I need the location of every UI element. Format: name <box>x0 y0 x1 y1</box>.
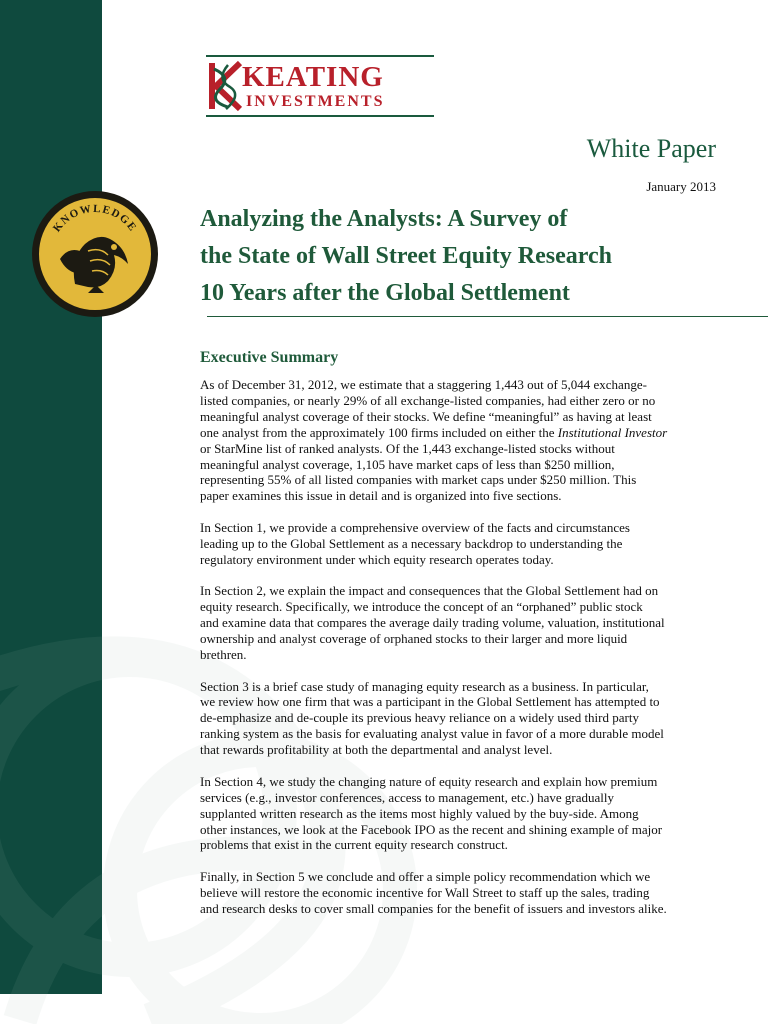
text-line: Finally, in Section 5 we conclude and offer a simple policy recommendation which we <box>200 869 651 884</box>
text-line: and research desks to cover small companies for the benefit of issuers and investors alike. <box>200 900 667 916</box>
text-line: In Section 4, we study the changing nature of equity research and explain how premium <box>200 773 658 789</box>
text-line: As of December 31, 2012, we estimate that a staggering 1,443 out of 5,044 exchange- <box>200 377 647 392</box>
paragraph <box>200 520 700 568</box>
text-line: representing 55% of all listed companies with market caps under $250 million. This <box>200 472 637 488</box>
title-line: 10 Years after the Global Settlement <box>200 280 570 306</box>
text-line: services (e.g., investor conferences, access to management, etc.) have gradually <box>200 789 615 805</box>
logo-keating-text: KEATING <box>242 61 384 93</box>
text-line: leading up to the Global Settlement as a necessary backdrop to understanding the <box>200 535 623 551</box>
paragraph <box>200 869 700 917</box>
logo-investments-text: INVESTMENTS <box>246 93 385 110</box>
logo-k-knot-icon <box>206 59 244 113</box>
text-line: In Section 1, we provide a comprehensive overview of the facts and circumstances <box>200 519 630 535</box>
publication-name: Institutional Investor <box>557 424 668 440</box>
logo-rule-top <box>206 55 434 57</box>
text-line: supplanted written research as the items most highly valued by the buy-side. Among <box>200 805 639 821</box>
text-line: that rewards profitability at both the departmental and analyst level. <box>200 742 553 758</box>
paper-title <box>200 201 760 312</box>
text-segment: one analyst from the approximately 100 firms included on either the <box>200 424 558 440</box>
doc-date: January 2013 <box>646 179 716 194</box>
title-line: Analyzing the Analysts: A Survey of <box>200 206 568 232</box>
paragraph <box>200 583 700 663</box>
text-line: equity research. Specifically, we introduce the concept of an “orphaned” public stock <box>200 599 643 615</box>
logo-rule-bottom <box>206 115 434 117</box>
title-divider <box>207 316 768 317</box>
text-line: believe will restore the economic incentive for Wall Street to staff up the sales, trading <box>200 884 650 900</box>
text-line: other instances, we look at the Facebook IPO as the recent and shining example of major <box>200 821 663 837</box>
keating-logo <box>206 55 436 121</box>
text-line: de-emphasize and de-couple its previous heavy reliance on a widely used third party <box>200 710 639 726</box>
text-line: meaningful analyst coverage, 1,105 have market caps of less than $250 million, <box>200 456 615 472</box>
text-line <box>200 425 700 441</box>
knowledge-medallion <box>30 189 160 319</box>
text-line: regulatory environment under which equity research operates today. <box>200 551 554 567</box>
text-line: paper examines this issue in detail and is organized into five sections. <box>200 488 562 504</box>
text-line: meaningful analyst coverage of their stocks. We define “meaningful” as having at least <box>200 408 652 424</box>
text-line: In Section 2, we explain the impact and consequences that the Global Settlement had on <box>200 583 659 599</box>
text-line: problems that exist in the current equity research construct. <box>200 837 508 853</box>
paragraph <box>200 679 700 759</box>
text-line: brethren. <box>200 646 247 662</box>
title-line: the State of Wall Street Equity Research <box>200 243 612 269</box>
text-line: or StarMine list of ranked analysts. Of the 1,443 exchange-listed stocks without <box>200 440 615 456</box>
text-line: listed companies, or nearly 29% of all exchange-listed companies, had either zero or no <box>200 392 656 408</box>
text-line: and examine data that compares the average daily trading volume, valuation, institutional <box>200 615 665 631</box>
text-line: ranking system as the basis for evaluating analyst value in favor of a more durable model <box>200 726 664 742</box>
summary-body <box>200 377 700 932</box>
paragraph <box>200 377 700 504</box>
text-line: ownership and analyst coverage of orphaned stocks to their larger and more liquid <box>200 631 628 647</box>
text-line: we review how one firm that was a participant in the Global Settlement has attempted to <box>200 694 660 710</box>
doc-type-label: White Paper <box>586 134 716 163</box>
section-heading: Executive Summary <box>200 349 339 366</box>
medallion-text: KNOWLEDGE <box>50 202 140 235</box>
text-line: Section 3 is a brief case study of managing equity research as a business. In particular, <box>200 678 649 694</box>
paragraph <box>200 774 700 854</box>
